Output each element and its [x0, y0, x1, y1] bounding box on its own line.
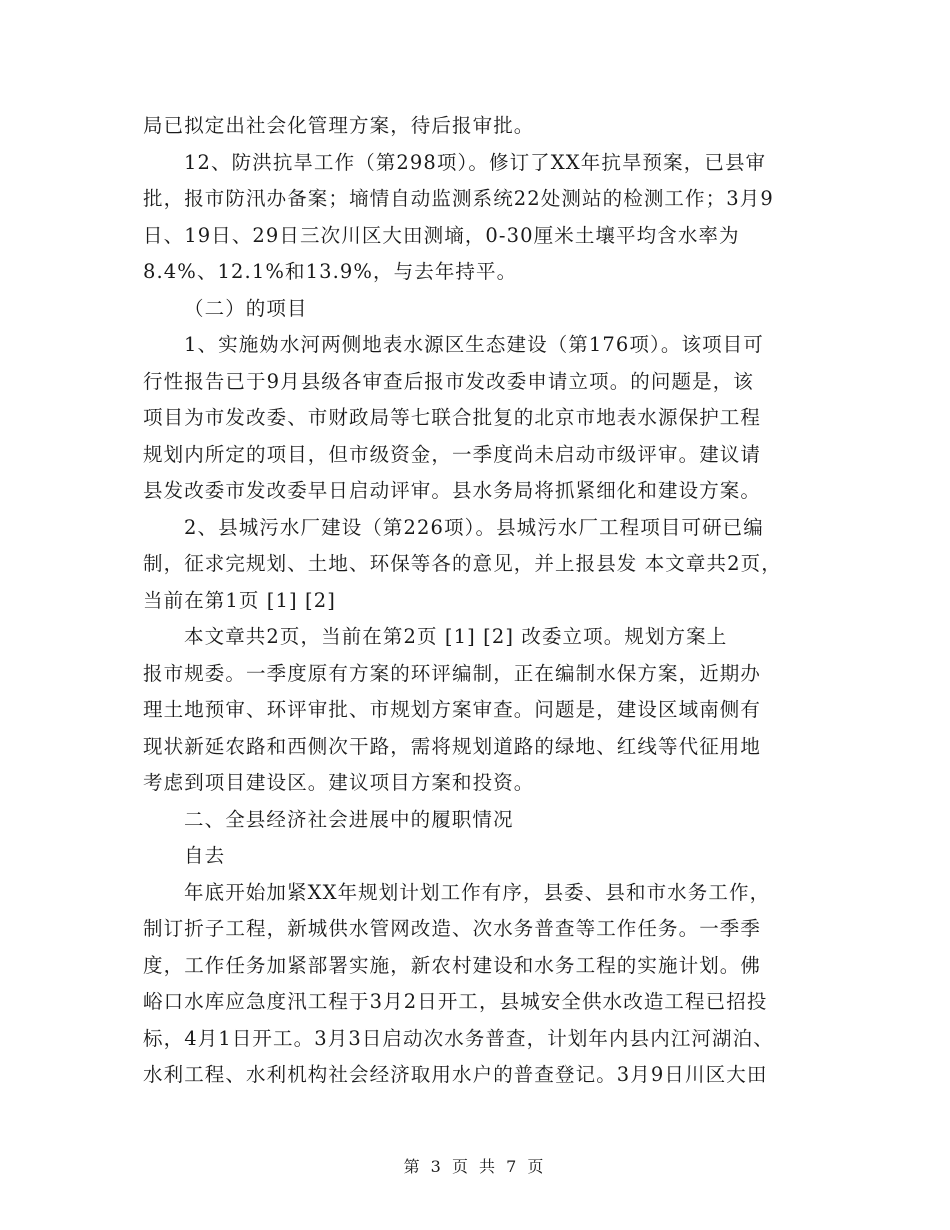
text-line: 局已拟定出社会化管理方案，待后报审批。 [143, 114, 535, 137]
text-line: 批，报市防汛办备案；墒情自动监测系统22处测站的检测工作；3月9 [143, 187, 774, 210]
text-line: 12、防洪抗旱工作（第298项）。修订了XX年抗旱预案，已县审 [184, 150, 767, 174]
text-line: （二）的项目 [184, 296, 308, 320]
text-line: 制订折子工程，新城供水管网改造、次水务普查等工作任务。一季季 [143, 917, 762, 940]
text-line: 考虑到项目建设区。建议项目方案和投资。 [143, 771, 535, 794]
text-line: 水利工程、水利机构社会经济取用水户的普查登记。3月9日川区大田 [143, 1063, 768, 1086]
text-line: 标，4月1日开工。3月3日启动次水务普查，计划年内县内江河湖泊、 [143, 1026, 774, 1050]
text-line: 日、19日、29日三次川区大田测墒，0-30厘米土壤平均含水率为 [143, 223, 740, 247]
text-line: 度，工作任务加紧部署实施，新农村建设和水务工程的实施计划。佛 [143, 953, 762, 977]
text-line: 年底开始加紧XX年规划计划工作有序，县委、县和市水务工作， [184, 880, 771, 904]
text-line: 当前在第1页 [1] [2] [143, 588, 336, 612]
text-line: 行性报告已于9月县级各审查后报市发改委申请立项。的问题是，该 [143, 369, 754, 393]
text-line: 二、全县经济社会进展中的履职情况 [184, 807, 514, 831]
text-line: 县发改委市发改委早日启动评审。县水务局将抓紧细化和建设方案。 [143, 479, 762, 502]
text-line: 自去 [184, 844, 226, 867]
text-line: 制，征求完规划、土地、环保等各的意见，并上报县发 本文章共2页， [143, 552, 782, 575]
text-line: 项目为市发改委、市财政局等七联合批复的北京市地表水源保护工程 [143, 406, 762, 429]
page-footer: 第 3 页 共 7 页 [403, 1157, 547, 1176]
text-line: 2、县城污水厂建设（第226项）。县城污水厂工程项目可研已编 [184, 515, 764, 539]
text-line: 规划内所定的项目，但市级资金，一季度尚未启动市级评审。建议请 [143, 442, 762, 466]
text-line: 理土地预审、环评审批、市规划方案审查。问题是，建设区域南侧有 [143, 698, 762, 721]
text-line: 报市规委。一季度原有方案的环评编制，正在编制水保方案，近期办 [143, 661, 762, 685]
text-line: 峪口水库应急度汛工程于3月2日开工，县城安全供水改造工程已招投 [143, 990, 768, 1013]
text-line: 1、实施妫水河两侧地表水源区生态建设（第176项）。该项目可 [184, 333, 764, 356]
document-body [143, 108, 809, 1094]
text-line: 8.4%、12.1%和13.9%，与去年持平。 [143, 260, 518, 283]
text-line: 现状新延农路和西侧次干路，需将规划道路的绿地、红线等代征用地 [143, 734, 762, 758]
text-line: 本文章共2页，当前在第2页 [1] [2] 改委立项。规划方案上 [184, 625, 728, 648]
